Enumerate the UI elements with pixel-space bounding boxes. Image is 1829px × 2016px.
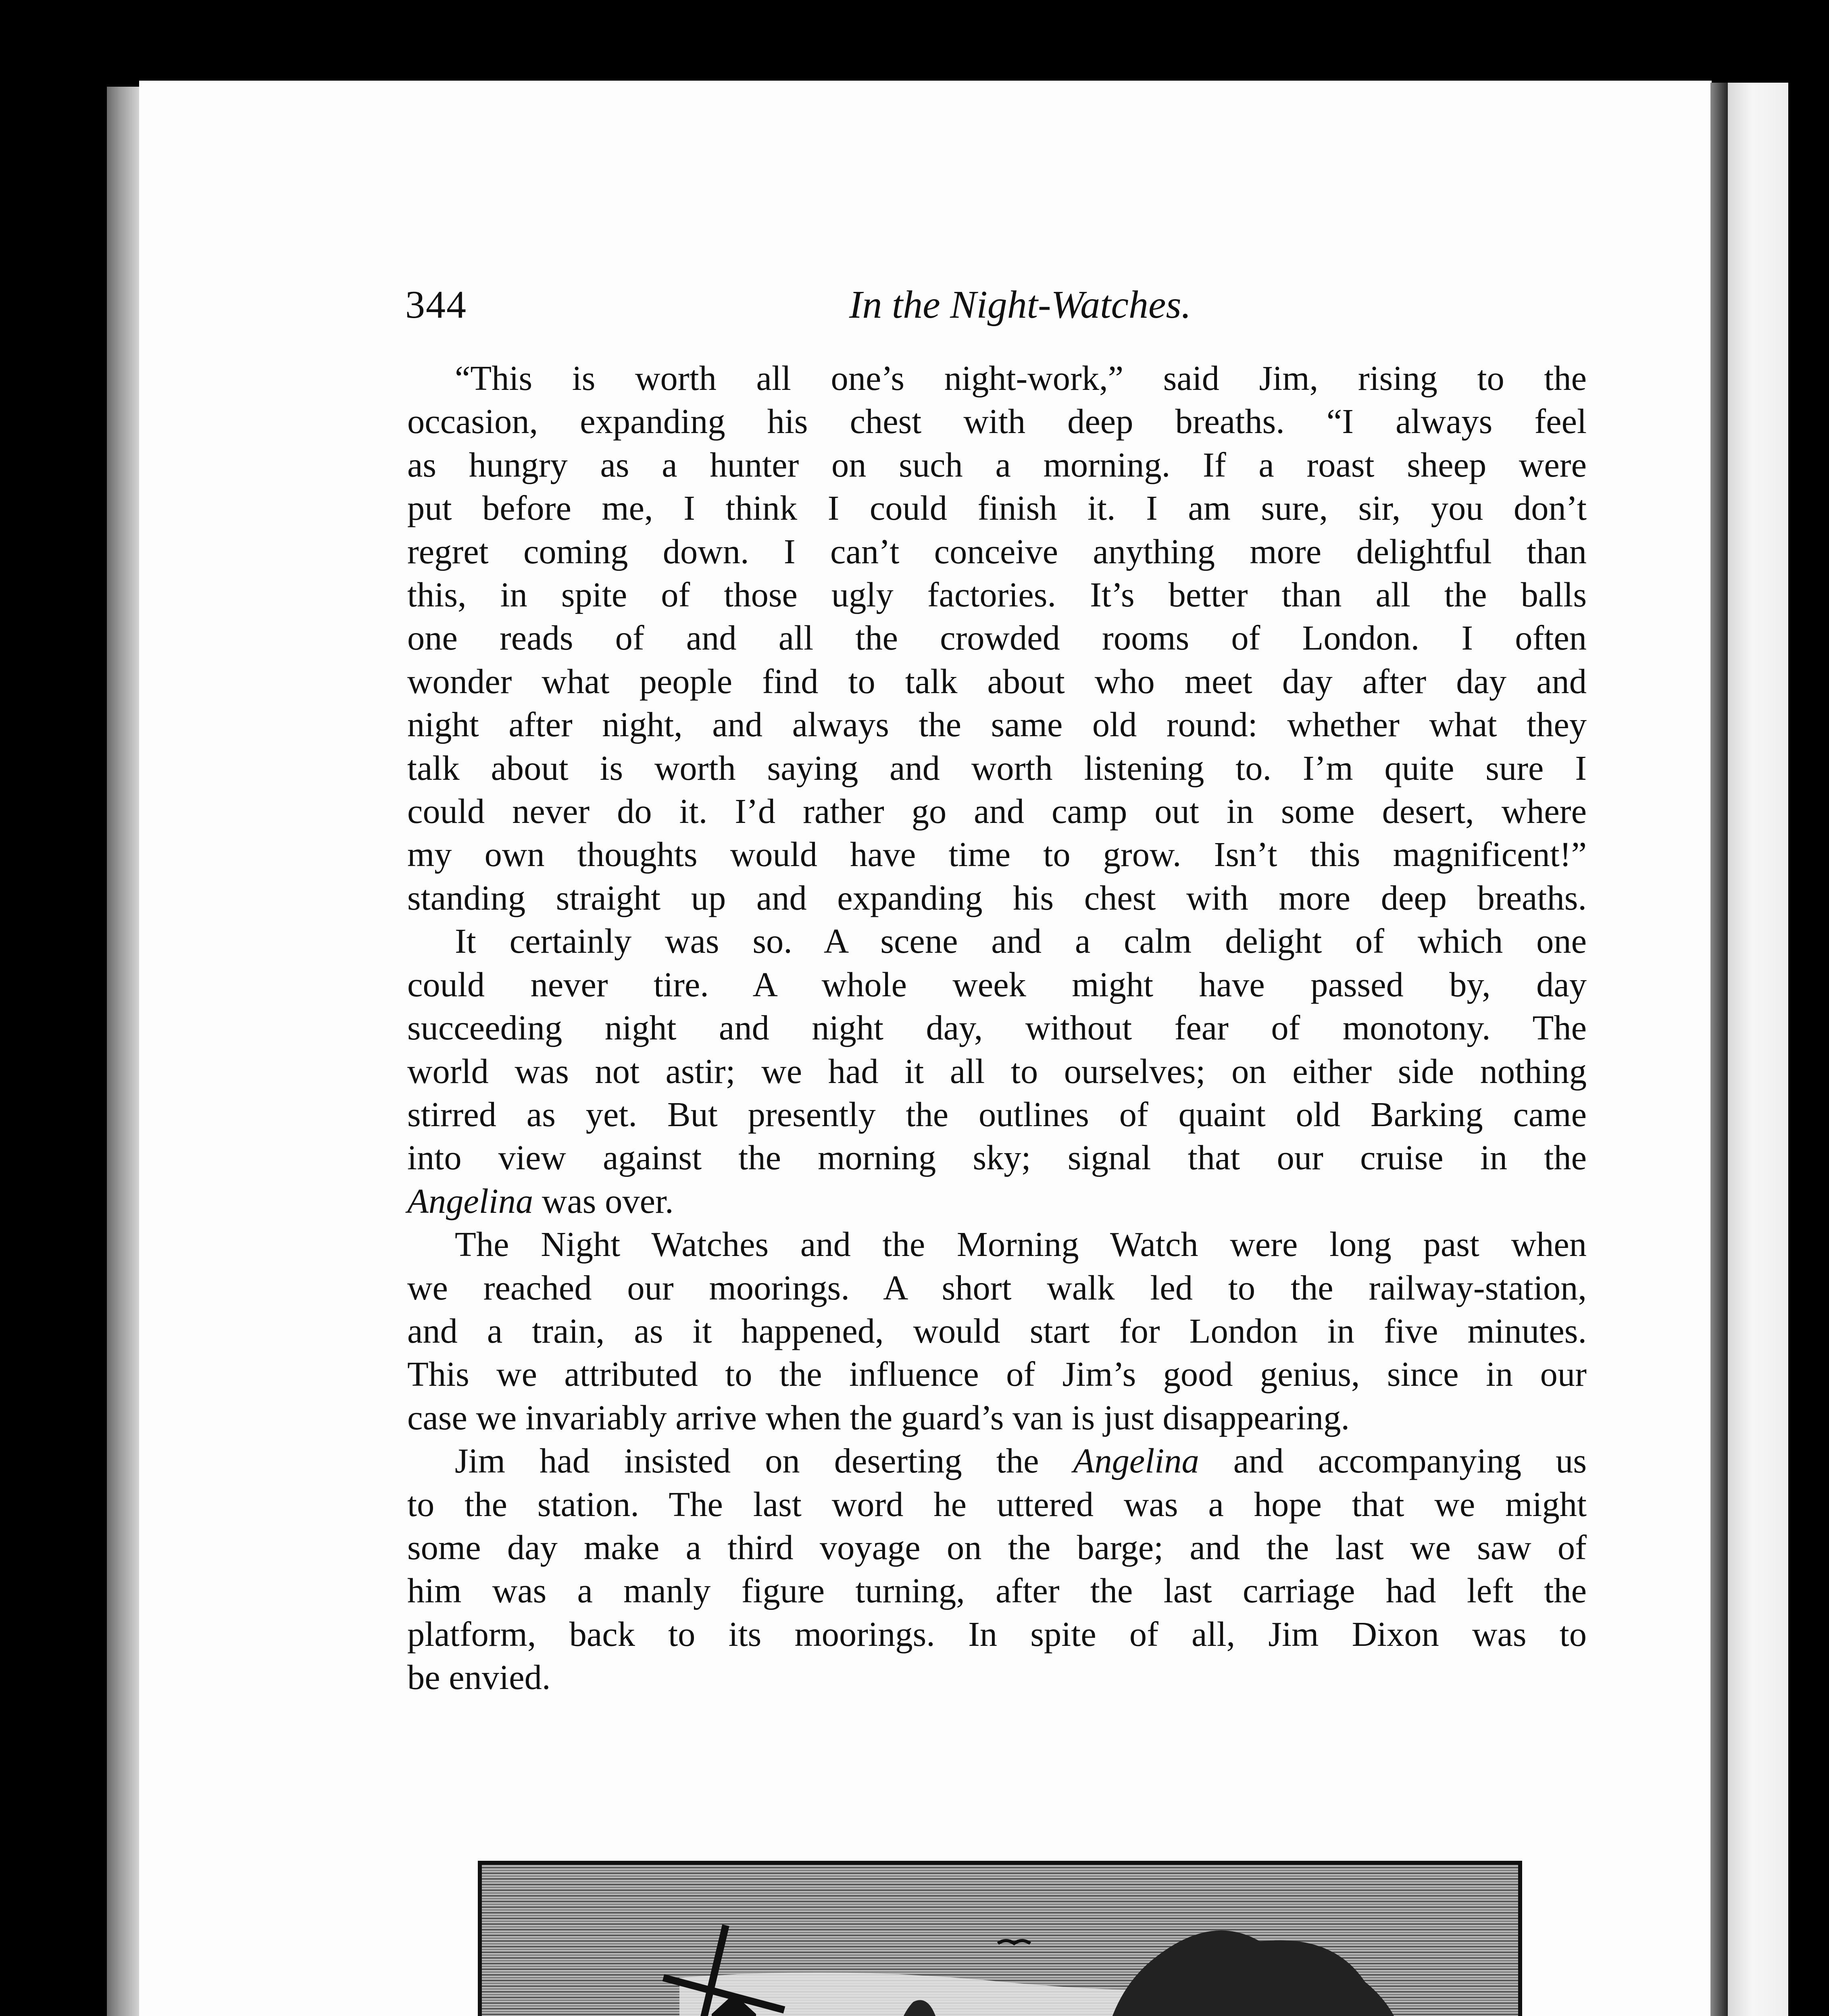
text-line: him was a manly figure turning, after the last carriage had left the bbox=[407, 1571, 1587, 1610]
text-line: could never tire. A whole week might have passed by, day bbox=[407, 965, 1587, 1004]
text-line: to the station. The last word he uttered was a hope that we might bbox=[407, 1485, 1587, 1524]
text-line: “This is worth all one’s night-work,” said Jim, rising to the bbox=[455, 359, 1587, 398]
page-header bbox=[405, 282, 1587, 331]
body-text bbox=[407, 357, 1587, 1699]
text-line bbox=[407, 1439, 1587, 1483]
text-line: regret coming down. I can’t conceive anything more delightful than bbox=[407, 532, 1587, 571]
text-line: some day make a third voyage on the barge; and the last we saw of bbox=[407, 1528, 1587, 1567]
text-line: one reads of and all the crowded rooms of London. I often bbox=[407, 619, 1587, 658]
text-line: world was not astir; we had it all to ourselves; on either side nothing bbox=[407, 1052, 1587, 1091]
text-line: put before me, I think I could finish it. I am sure, sir, you don’t bbox=[407, 489, 1587, 528]
text-fragment: and accompanying us bbox=[1199, 1441, 1587, 1481]
windmill-engraving bbox=[478, 1861, 1522, 2016]
running-title: In the Night-Watches. bbox=[849, 283, 1192, 327]
text-line: into view against the morning sky; signal that our cruise in the bbox=[407, 1138, 1587, 1177]
text-line: stirred as yet. But presently the outlines of quaint old Barking came bbox=[407, 1095, 1587, 1134]
text-line: talk about is worth saying and worth listening to. I’m quite sure I bbox=[407, 748, 1587, 787]
text-line bbox=[407, 1180, 1587, 1223]
text-line: This we attributed to the influence of Jim’s good genius, since in our bbox=[407, 1355, 1587, 1394]
text-line: occasion, expanding his chest with deep breaths. “I always feel bbox=[407, 402, 1587, 441]
text-line: could never do it. I’d rather go and camp out in some desert, where bbox=[407, 792, 1587, 831]
text-line: succeeding night and night day, without fear of monotony. The bbox=[407, 1008, 1587, 1048]
text-line: The Night Watches and the Morning Watch were long past when bbox=[455, 1225, 1587, 1264]
text-line: It certainly was so. A scene and a calm delight of which one bbox=[455, 922, 1587, 961]
text-line: platform, back to its moorings. In spite of all, Jim Dixon was to bbox=[407, 1614, 1587, 1654]
text-line: and a train, as it happened, would start for London in five minutes. bbox=[407, 1311, 1587, 1350]
spine-shadow bbox=[1710, 83, 1730, 2016]
ship-name: Angelina bbox=[1073, 1441, 1199, 1481]
text-fragment: Jim had insisted on deserting the bbox=[455, 1441, 1073, 1481]
text-line: standing straight up and expanding his chest with more deep breaths. bbox=[407, 878, 1587, 917]
text-fragment: was over. bbox=[533, 1181, 674, 1220]
text-line: be envied. bbox=[407, 1658, 551, 1697]
engraving-image bbox=[478, 1861, 1522, 2016]
text-line: as hungry as a hunter on such a morning. If a roast sheep were bbox=[407, 445, 1587, 484]
text-line: this, in spite of those ugly factories. It’s better than all the balls bbox=[407, 575, 1587, 614]
text-line: we reached our moorings. A short walk led to the railway-station, bbox=[407, 1268, 1587, 1307]
ship-name: Angelina bbox=[407, 1181, 533, 1220]
text-line: case we invariably arrive when the guard’s van is just disappearing. bbox=[407, 1398, 1350, 1437]
text-line: my own thoughts would have time to grow. Isn’t this magnificent!” bbox=[407, 835, 1587, 874]
facing-page-edge bbox=[1728, 83, 1788, 2016]
text-line: night after night, and always the same old round: whether what they bbox=[407, 705, 1587, 744]
page-number: 344 bbox=[405, 283, 467, 327]
text-line: wonder what people find to talk about who meet day after day and bbox=[407, 662, 1587, 701]
